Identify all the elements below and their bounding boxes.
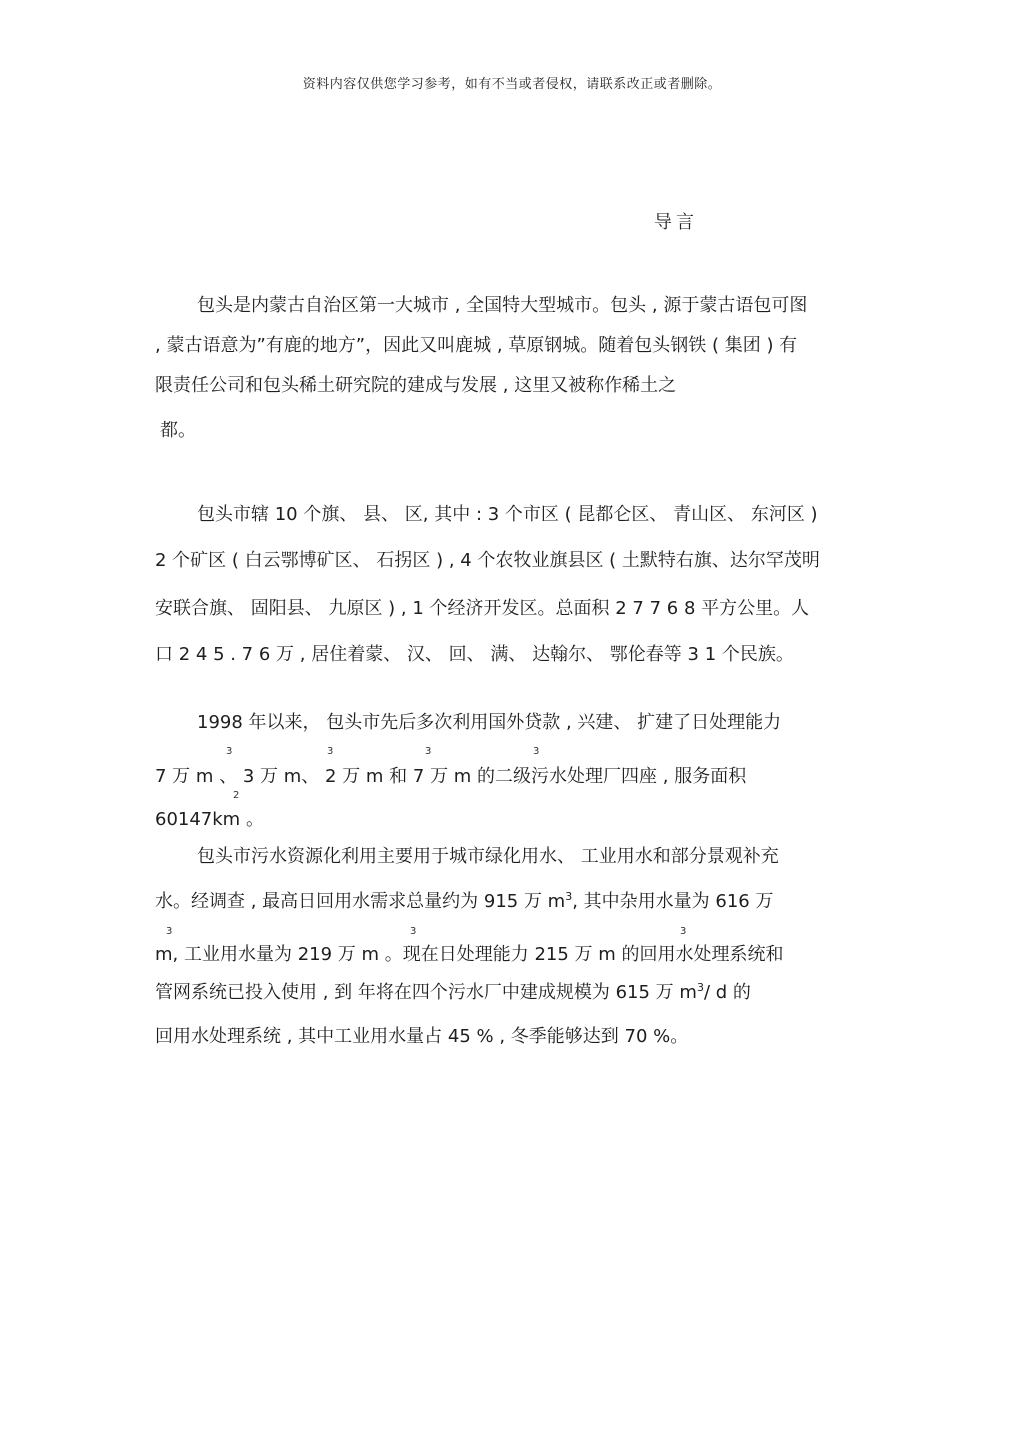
paragraph-3-line-2: 7 万 m 、 3 万 m、 2 万 m 和 7 万 m 的二级污水处理厂四座 , 服务面积 [155, 766, 747, 787]
paragraph-4-line-4 [155, 978, 751, 1004]
paragraph-3-line-1: 1998 年以来， 包头市先后多次利用国外贷款 , 兴建、 扩建了日处理能力 [197, 712, 782, 733]
paragraph-3-line-3: 60147km 。 [155, 809, 264, 830]
paragraph-1-line-4: 都。 [160, 420, 196, 441]
superscript-3: 3 [166, 926, 173, 937]
paragraph-4-line-5: 回用水处理系统 , 其中工业用水量占 45 % , 冬季能够达到 70 %。 [155, 1026, 689, 1047]
paragraph-4-line-2-end: , 其中杂用水量为 616 万 [572, 891, 774, 912]
paragraph-4-line-3: m, 工业用水量为 219 万 m 。现在日处理能力 215 万 m 的回用水处理系统和 [155, 944, 784, 965]
paragraph-1-line-3: 限责任公司和包头稀土研究院的建成与发展 , 这里又被称作稀土之 [155, 375, 677, 396]
superscript-3: 3 [533, 746, 540, 757]
paragraph-4-line-2 [155, 887, 773, 913]
paragraph-1-line-1: 包头是内蒙古自治区第一大城市 , 全国特大型城市。包头 , 源于蒙古语包可图 [197, 295, 808, 316]
paragraph-4-line-4-start: 管网系统已投入使用 , 到 年将在四个污水厂中建成规模为 615 万 m [155, 982, 697, 1003]
superscript-3: 3 [565, 890, 573, 903]
superscript-3: 3 [425, 746, 432, 757]
superscript-3: 3 [696, 981, 704, 994]
superscript-2: 2 [233, 790, 240, 801]
paragraph-4-line-2-start: 水。经调查 , 最高日回用水需求总量约为 915 万 m [155, 891, 566, 912]
paragraph-2-line-3: 安联合旗、 固阳县、 九原区 ) , 1 个经济开发区。总面积 2 7 7 6 8 平方公里。人 [155, 598, 810, 619]
paragraph-4-line-4-end: / d 的 [703, 982, 751, 1003]
superscript-3: 3 [327, 746, 334, 757]
superscript-3: 3 [680, 926, 687, 937]
paragraph-1-line-2: , 蒙古语意为”有鹿的地方”，因此又叫鹿城 , 草原钢城。随着包头钢铁 ( 集团 ) 有 [155, 335, 798, 356]
superscript-3: 3 [410, 926, 417, 937]
header-note: 资料内容仅供您学习参考，如有不当或者侵权，请联系改正或者删除。 [302, 77, 722, 92]
paragraph-2-line-2: 2 个矿区 ( 白云鄂博矿区、 石拐区 ) , 4 个农牧业旗县区 ( 土默特右旗、达尔罕茂明 [155, 550, 820, 571]
superscript-3: 3 [226, 746, 233, 757]
paragraph-4-line-1: 包头市污水资源化利用主要用于城市绿化用水、 工业用水和部分景观补充 [197, 846, 779, 867]
paragraph-2-line-1: 包头市辖 10 个旗、 县、 区, 其中 : 3 个市区 ( 昆都仑区、 青山区、 东河区 ) [197, 504, 818, 525]
paragraph-2-line-4: 口 2 4 5 . 7 6 万 , 居住着蒙、 汉、 回、 满、 达翰尔、 鄂伦春等 3 1 个民族。 [155, 644, 794, 665]
page-title: 导言 [654, 212, 698, 233]
